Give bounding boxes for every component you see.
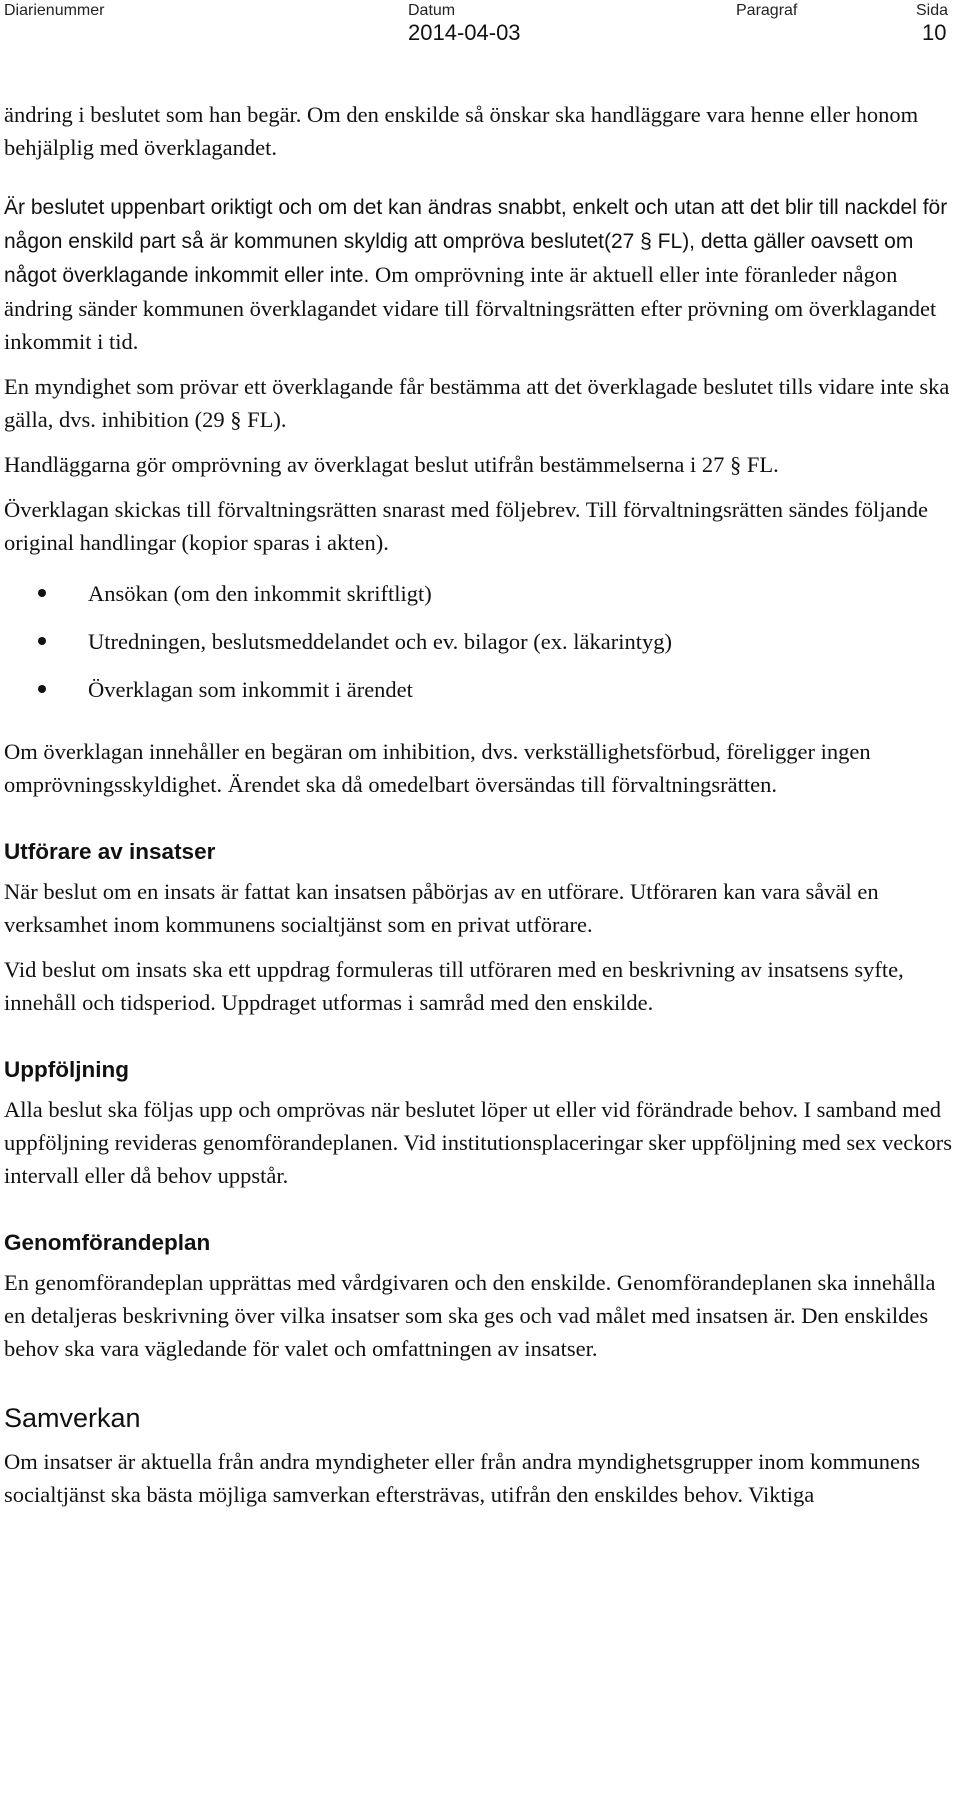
paragraph: Överklagan skickas till förvaltningsrätten snarast med följebrev. Till förvaltningsrätten sändes följande original handlingar (kopior sparas i akten). xyxy=(4,497,928,555)
paragraf-label: Paragraf xyxy=(736,2,798,19)
paragraph: Om insatser är aktuella från andra myndigheter eller från andra myndighetsgrupper inom kommunens socialtjänst ska bästa möjliga samverkan eftersträvas, utifrån den enskildes behov. Viktiga xyxy=(4,1449,920,1507)
list-item xyxy=(4,577,954,625)
list-item-text: Överklagan som inkommit i ärendet xyxy=(88,677,413,702)
paragraph: ändring i beslutet som han begär. Om den enskilde så önskar ska handläggare vara henne eller honom behjälplig med överklagandet. xyxy=(4,102,919,160)
sida-value: 10 xyxy=(922,20,947,45)
section-heading: Genomförandeplan xyxy=(4,1230,211,1255)
section-heading: Utförare av insatser xyxy=(4,839,216,864)
section-heading: Uppföljning xyxy=(4,1057,129,1082)
paragraph: En genomförandeplan upprättas med vårdgivaren och den enskilde. Genomförandeplanen ska innehålla en detaljeras beskrivning över vilka insatser som ska ges och vad målet med insatsen är. Den enskildes behov ska vara vägledande för valet och omfattningen av insatser. xyxy=(4,1270,936,1361)
datum-label: Datum xyxy=(408,2,456,19)
paragraph: En myndighet som prövar ett överklagande får bestämma att det överklagade beslutet tills vidare inte ska gälla, dvs. inhibition (29 § FL). xyxy=(4,374,950,432)
list-item-text: Utredningen, beslutsmeddelandet och ev. bilagor (ex. läkarintyg) xyxy=(88,629,672,654)
bullet-list xyxy=(4,577,954,721)
paragraph-serif-text: Om omprövning inte är aktuell eller inte föranleder någon ändring sänder kommunen överklagandet vidare till förvaltningsrätten efter prövning om överklagandet inkommit i tid. xyxy=(4,262,937,354)
datum-value: 2014-04-03 xyxy=(408,20,521,45)
bullet-icon xyxy=(38,685,46,693)
list-item-text: Ansökan (om den inkommit skriftligt) xyxy=(88,581,432,606)
page-header xyxy=(0,0,960,60)
paragraph: Alla beslut ska följas upp och omprövas när beslutet löper ut eller vid förändrade behov. I samband med uppföljning revideras genomförandeplanen. Vid institutionsplaceringar sker uppföljning med sex veckors intervall eller då behov uppstår. xyxy=(4,1097,952,1188)
list-item xyxy=(4,673,954,721)
section-heading: Samverkan xyxy=(4,1403,141,1433)
bullet-icon xyxy=(38,589,46,597)
document-body xyxy=(4,98,954,1523)
sida-label: Sida xyxy=(916,2,949,19)
paragraph: När beslut om en insats är fattat kan insatsen påbörjas av en utförare. Utföraren kan vara såväl en verksamhet inom kommunens socialtjänst som en privat utförare. xyxy=(4,879,879,937)
paragraph-omprovning xyxy=(4,190,954,358)
diarienummer-label: Diarienummer xyxy=(4,2,105,19)
list-item xyxy=(4,625,954,673)
paragraph: Handläggarna gör omprövning av överklagat beslut utifrån bestämmelserna i 27 § FL. xyxy=(4,452,779,477)
bullet-icon xyxy=(38,637,46,645)
paragraph: Om överklagan innehåller en begäran om inhibition, dvs. verkställighetsförbud, föreligger ingen omprövningsskyldighet. Ärendet ska då omedelbart översändas till förvaltningsrätten. xyxy=(4,739,871,797)
paragraph: Vid beslut om insats ska ett uppdrag formuleras till utföraren med en beskrivning av insatsens syfte, innehåll och tidsperiod. Uppdraget utformas i samråd med den enskilde. xyxy=(4,957,904,1015)
paragraph-sans-text: Är beslutet uppenbart oriktigt och om det kan ändras snabbt, enkelt och utan att det blir till nackdel för någon enskild part så är kommunen skyldig att ompröva beslutet(27 § FL), detta gäller oavsett om något överklagande inkommit eller inte. xyxy=(4,196,948,287)
